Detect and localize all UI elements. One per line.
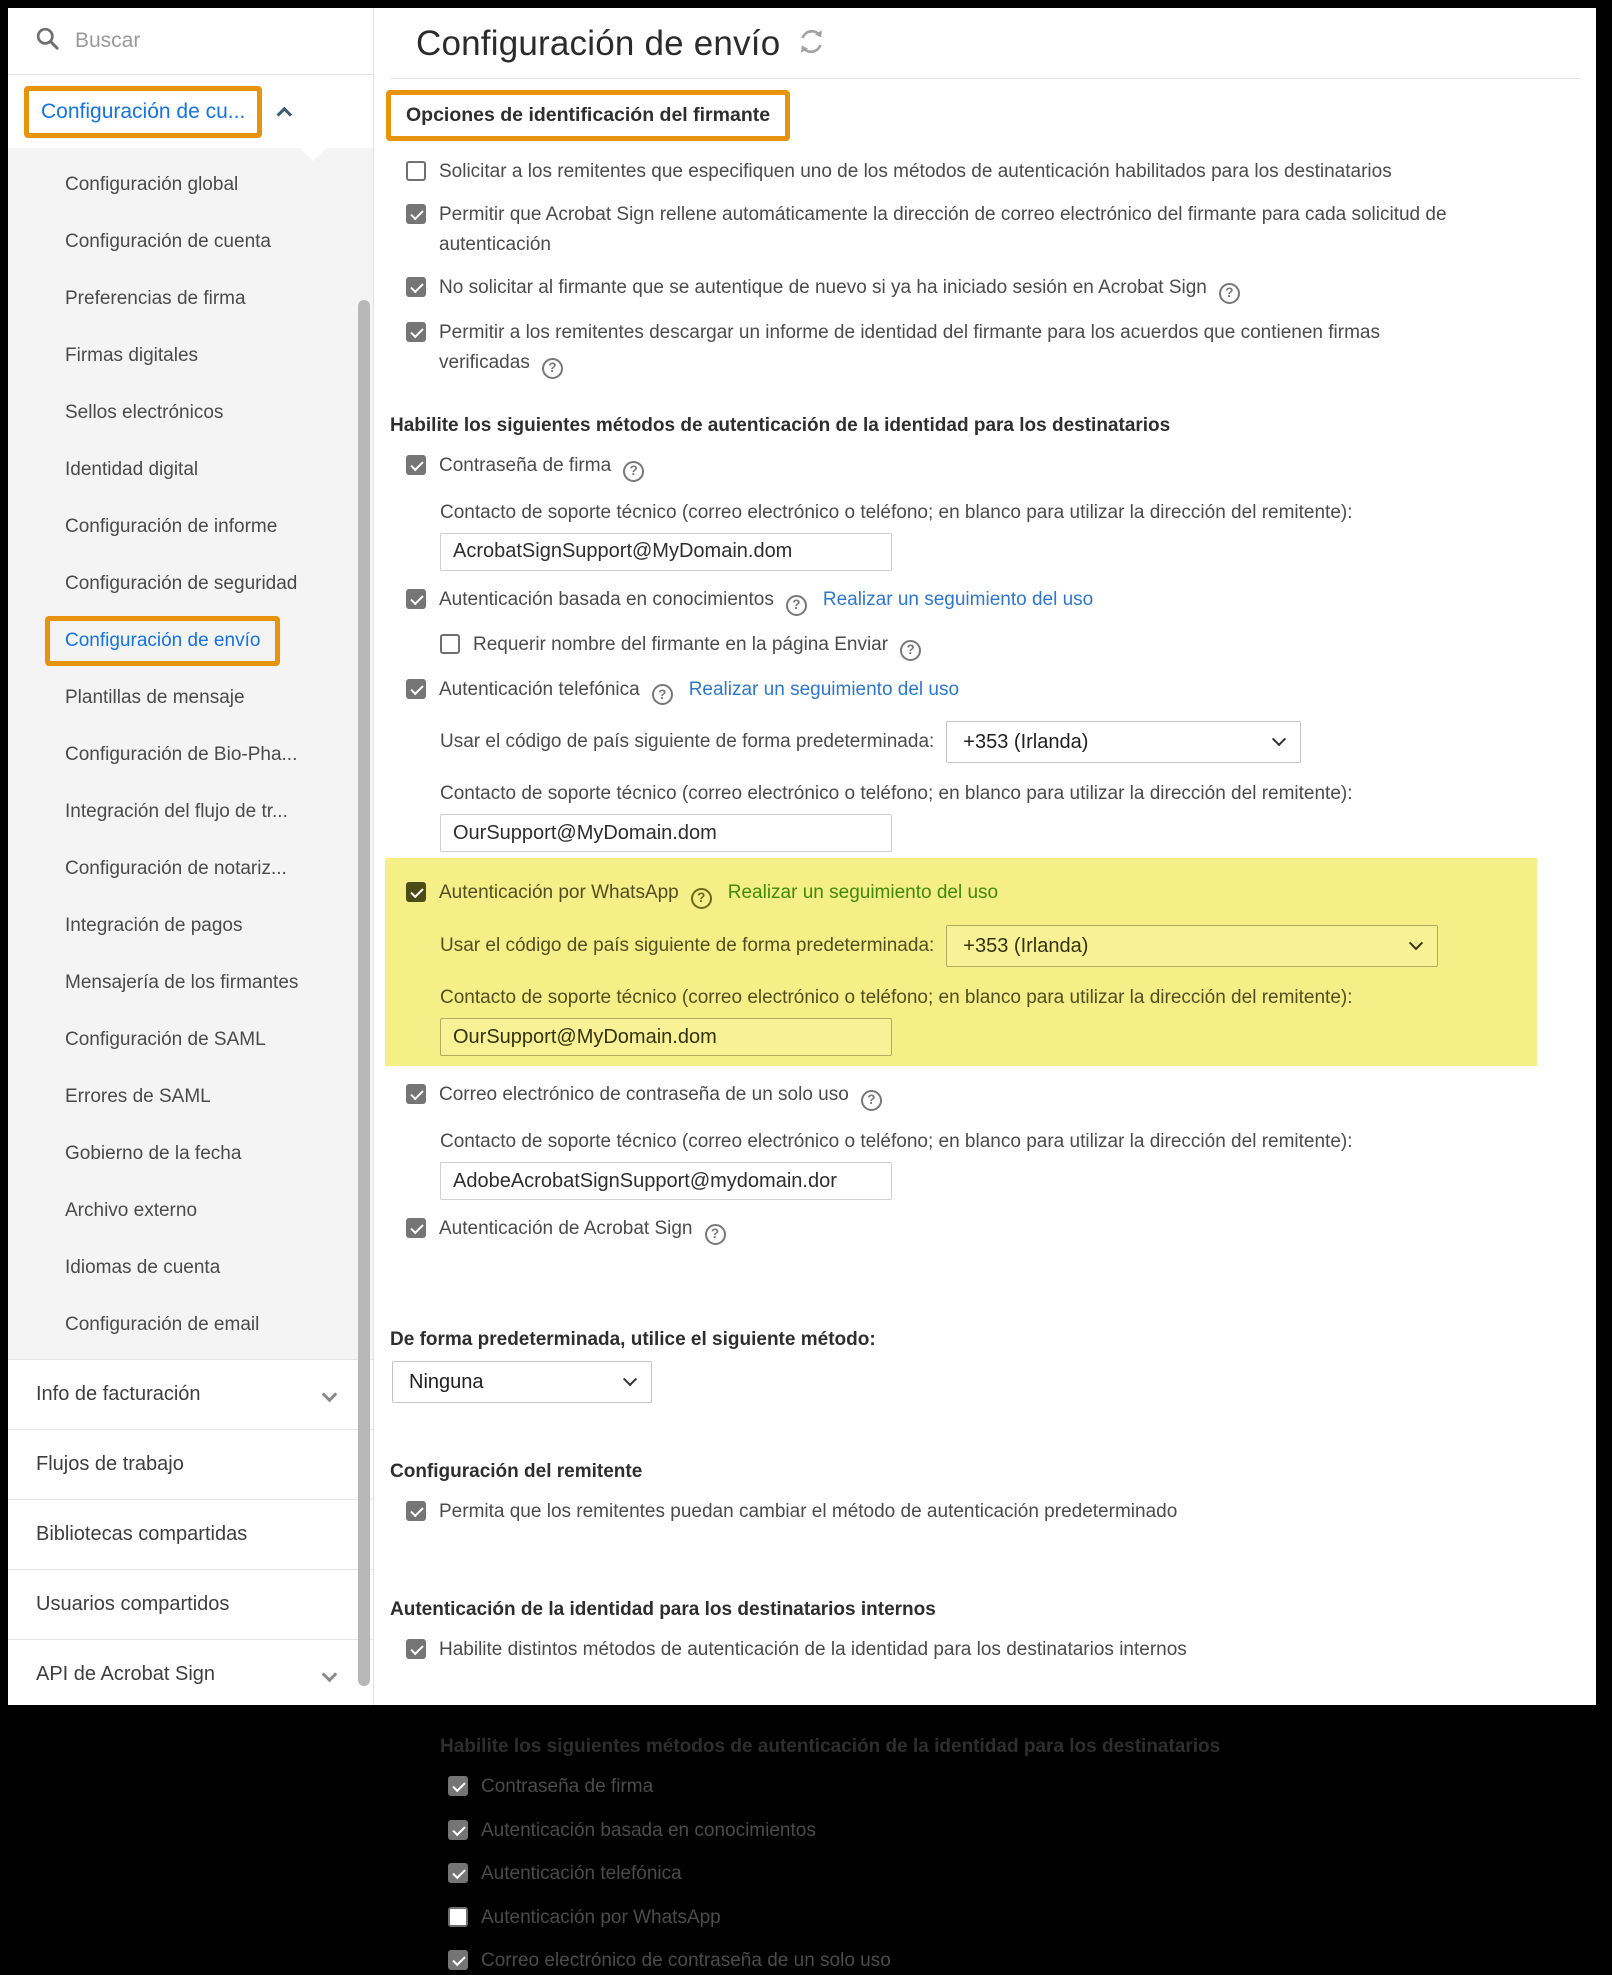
checkbox-internal-phone-auth[interactable]	[448, 1863, 468, 1883]
sidebar-item-message-templates[interactable]: Plantillas de mensaje	[65, 686, 245, 708]
option-row: Correo electrónico de contraseña de un solo uso	[448, 1946, 1576, 1975]
checkbox-otp-email[interactable]	[406, 1084, 426, 1104]
default-method-label: De forma predeterminada, utilice el siguiente método:	[390, 1329, 876, 1351]
checkbox-no-reauthentication[interactable]	[406, 277, 426, 297]
acrobat-sign-settings-page	[8, 8, 1596, 1971]
country-code-select-whatsapp[interactable]: +353 (Irlanda)	[946, 925, 1438, 967]
sidebar-item-external-archive[interactable]: Archivo externo	[65, 1199, 198, 1221]
chevron-down-icon	[322, 1667, 338, 1683]
annotation-box-send-settings: Configuración de envío	[45, 616, 280, 666]
sidebar-item-acrobat-sign-api[interactable]: API de Acrobat Sign	[8, 1639, 373, 1709]
checkbox-autofill-signer-email[interactable]	[406, 204, 426, 224]
annotation-box-account-settings: Configuración de cu...	[24, 86, 262, 138]
sidebar-item-account-languages[interactable]: Idiomas de cuenta	[65, 1256, 221, 1278]
section-heading-auth-methods: Habilite los siguientes métodos de autenticación de la identidad para los destinatarios	[390, 414, 1171, 436]
sidebar-item-workflow-integration[interactable]: Integración del flujo de tr...	[65, 800, 288, 822]
checkbox-signing-password[interactable]	[406, 455, 426, 475]
sidebar-item-send-settings-selected[interactable]	[8, 612, 373, 669]
track-usage-link-whatsapp[interactable]: Realizar un seguimiento del uso	[727, 882, 999, 904]
refresh-icon[interactable]	[796, 26, 827, 62]
support-contact-input-signing-password[interactable]	[440, 533, 892, 571]
sidebar-item-shared-users[interactable]: Usuarios compartidos	[8, 1569, 373, 1639]
send-settings-content	[374, 8, 1596, 1971]
checkbox-internal-whatsapp[interactable]	[448, 1907, 468, 1927]
section-heading-signer-identification: Opciones de identificación del firmante	[386, 90, 790, 141]
section-heading-internal-methods: Habilite los siguientes métodos de autenticación de la identidad para los destinatarios	[440, 1736, 1221, 1758]
sidebar-group-account-settings[interactable]	[8, 75, 373, 148]
help-icon[interactable]: ?	[1219, 283, 1240, 304]
checkbox-internal-signing-password[interactable]	[448, 1776, 468, 1796]
option-row: Autenticación basada en conocimientos	[448, 1816, 1576, 1845]
chevron-down-icon	[623, 1372, 637, 1386]
chevron-down-icon	[1409, 937, 1423, 951]
settings-sidebar	[8, 8, 374, 1705]
checkbox-internal-kba[interactable]	[448, 1820, 468, 1840]
default-method-select[interactable]: Ninguna	[392, 1361, 652, 1403]
search-input[interactable]	[75, 29, 305, 53]
option-row: Autenticación basada en conocimientos ? Realizar un seguimiento del uso	[406, 585, 1576, 616]
help-icon[interactable]: ?	[542, 358, 563, 379]
sidebar-item-saml-settings[interactable]: Configuración de SAML	[65, 1028, 266, 1050]
support-contact-label: Contacto de soporte técnico (correo electrónico o teléfono; en blanco para utilizar la dirección del remitente):	[440, 987, 1353, 1009]
sidebar-item-email-settings[interactable]: Configuración de email	[65, 1313, 260, 1335]
option-row: Contraseña de firma	[448, 1772, 1576, 1801]
submenu-notch	[300, 148, 326, 161]
country-code-row	[440, 925, 1537, 967]
sidebar-item-payments-integration[interactable]: Integración de pagos	[65, 914, 243, 936]
sidebar-item-report-settings[interactable]: Configuración de informe	[65, 515, 278, 537]
checkbox-whatsapp-auth[interactable]	[406, 882, 426, 902]
help-icon[interactable]: ?	[900, 640, 921, 661]
option-row: Autenticación telefónica ? Realizar un seguimiento del uso	[406, 675, 1576, 706]
sidebar-item-notarize-settings[interactable]: Configuración de notariz...	[65, 857, 287, 879]
help-icon[interactable]: ?	[786, 595, 807, 616]
option-row: Autenticación telefónica	[448, 1859, 1576, 1888]
country-code-select-phone[interactable]: +353 (Irlanda)	[946, 721, 1301, 763]
help-icon[interactable]: ?	[705, 1224, 726, 1245]
help-icon[interactable]: ?	[623, 461, 644, 482]
support-contact-input-phone[interactable]	[440, 814, 892, 852]
country-code-label: Usar el código de país siguiente de forma predeterminada:	[440, 935, 935, 957]
page-title: Configuración de envío	[416, 24, 781, 63]
account-settings-submenu	[8, 148, 373, 1359]
country-code-row	[440, 721, 1576, 763]
option-row: No solicitar al firmante que se autentique de nuevo si ya ha iniciado sesión en Acrobat Sign ?	[406, 273, 1576, 304]
track-usage-link-phone[interactable]: Realizar un seguimiento del uso	[688, 678, 960, 700]
sidebar-item-electronic-seals[interactable]: Sellos electrónicos	[65, 401, 224, 423]
section-heading-sender-settings: Configuración del remitente	[390, 1461, 643, 1483]
checkbox-phone-auth[interactable]	[406, 679, 426, 699]
help-icon[interactable]: ?	[691, 888, 712, 909]
option-row: Habilite distintos métodos de autenticación de la identidad para los destinatarios internos	[406, 1635, 1576, 1664]
checkbox-kba-auth[interactable]	[406, 589, 426, 609]
sidebar-item-shared-libraries[interactable]: Bibliotecas compartidas	[8, 1499, 373, 1569]
option-row: Permitir que Acrobat Sign rellene automáticamente la dirección de correo electrónico del firmante para cada solicitud de autenticación	[406, 200, 1576, 259]
country-code-label: Usar el código de país siguiente de forma predeterminada:	[440, 731, 935, 753]
help-icon[interactable]: ?	[652, 684, 673, 705]
sidebar-item-security-settings[interactable]: Configuración de seguridad	[65, 572, 298, 594]
support-contact-label: Contacto de soporte técnico (correo electrónico o teléfono; en blanco para utilizar la dirección del remitente):	[440, 783, 1353, 805]
checkbox-acrobat-sign-auth[interactable]	[406, 1218, 426, 1238]
sidebar-item-digital-signatures[interactable]: Firmas digitales	[65, 344, 199, 366]
option-row: Correo electrónico de contraseña de un solo uso ?	[406, 1080, 1576, 1111]
sidebar-item-signer-messaging[interactable]: Mensajería de los firmantes	[65, 971, 299, 993]
support-contact-label: Contacto de soporte técnico (correo electrónico o teléfono; en blanco para utilizar la dirección del remitente):	[440, 501, 1353, 523]
title-divider	[390, 78, 1580, 79]
option-row: Contraseña de firma ?	[406, 451, 1576, 482]
checkbox-sender-change-default[interactable]	[406, 1501, 426, 1521]
sidebar-item-signature-preferences[interactable]: Preferencias de firma	[65, 287, 246, 309]
sidebar-item-saml-errors[interactable]: Errores de SAML	[65, 1085, 211, 1107]
search-icon	[34, 25, 61, 57]
sidebar-item-billing-info[interactable]: Info de facturación	[8, 1359, 373, 1429]
chevron-down-icon	[322, 1387, 338, 1403]
checkbox-internal-otp-email[interactable]	[448, 1950, 468, 1970]
option-row: Requerir nombre del firmante en la página Enviar ?	[440, 630, 1576, 661]
support-contact-input-whatsapp[interactable]	[440, 1018, 892, 1056]
sidebar-scrollbar[interactable]	[358, 300, 370, 1686]
option-row: Autenticación por WhatsApp	[448, 1903, 1576, 1932]
checkbox-internal-distinct-methods[interactable]	[406, 1639, 426, 1659]
track-usage-link-kba[interactable]: Realizar un seguimiento del uso	[822, 588, 1094, 610]
sidebar-item-workflows[interactable]: Flujos de trabajo	[8, 1429, 373, 1499]
support-contact-label: Contacto de soporte técnico (correo electrónico o teléfono; en blanco para utilizar la dirección del remitente):	[440, 1131, 1353, 1153]
section-heading-internal-recipients: Autenticación de la identidad para los destinatarios internos	[390, 1598, 936, 1620]
chevron-down-icon	[1272, 733, 1286, 747]
sidebar-item-date-governance[interactable]: Gobierno de la fecha	[65, 1142, 242, 1164]
option-row: Solicitar a los remitentes que especifiquen uno de los métodos de autenticación habilitados para los destinatarios	[406, 157, 1576, 186]
support-contact-input-otp[interactable]	[440, 1162, 892, 1200]
help-icon[interactable]: ?	[861, 1090, 882, 1111]
option-row: Autenticación por WhatsApp ? Realizar un seguimiento del uso	[406, 878, 1537, 909]
sidebar-item-global-settings[interactable]: Configuración global	[65, 173, 239, 195]
checkbox-request-auth-method[interactable]	[406, 161, 426, 181]
chevron-up-icon[interactable]	[277, 107, 293, 123]
checkbox-require-signer-name[interactable]	[440, 634, 460, 654]
checkbox-download-identity-report[interactable]	[406, 322, 426, 342]
sidebar-item-bio-pharma[interactable]: Configuración de Bio-Pha...	[65, 743, 298, 765]
option-row: Permitir a los remitentes descargar un informe de identidad del firmante para los acuerdos que contienen firmas verificadas ?	[406, 318, 1576, 378]
whatsapp-highlight-section	[385, 858, 1537, 1066]
sidebar-search	[8, 8, 373, 75]
sidebar-item-account-setup[interactable]: Configuración de cuenta	[65, 230, 271, 252]
sidebar-item-digital-identity[interactable]: Identidad digital	[65, 458, 199, 480]
option-row: Permita que los remitentes puedan cambiar el método de autenticación predeterminado	[406, 1497, 1576, 1526]
option-row: Autenticación de Acrobat Sign ?	[406, 1214, 1576, 1245]
